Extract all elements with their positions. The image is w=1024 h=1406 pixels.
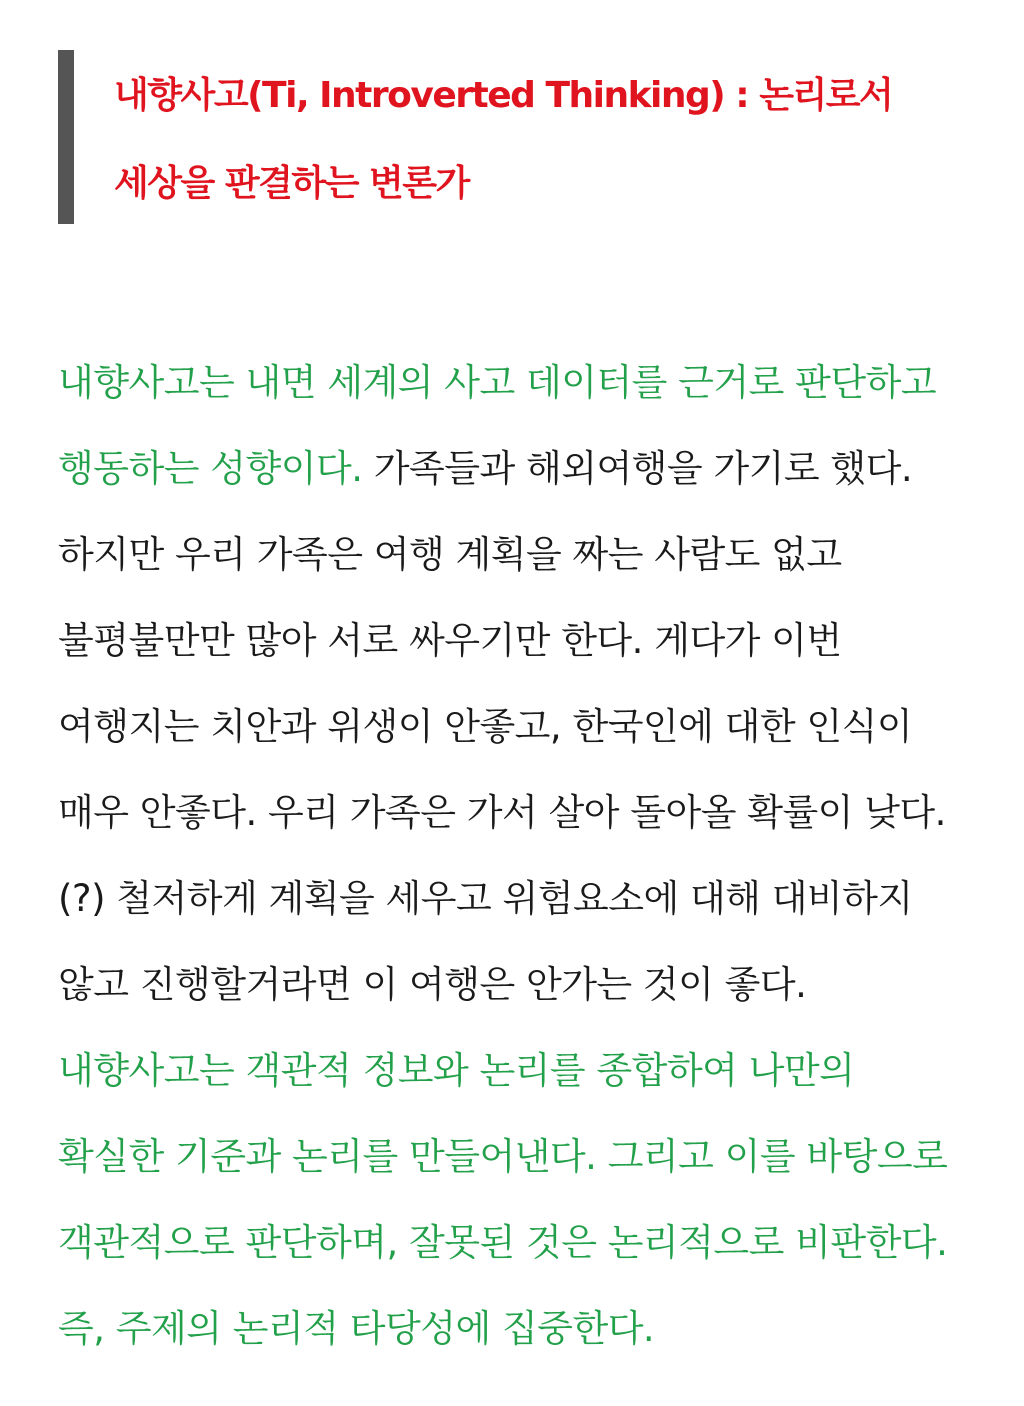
body-paragraph bbox=[58, 340, 970, 1372]
section-heading-block bbox=[58, 50, 958, 224]
section-heading: 내향사고(Ti, Introverted Thinking) : 논리로서 세상을 판결하는 변론가 bbox=[114, 75, 893, 204]
heading-accent-bar bbox=[58, 50, 74, 224]
highlighted-sentence: 내향사고는 객관적 정보와 논리를 종합하여 나만의 확실한 기준과 논리를 만들어낸다. 그리고 이를 바탕으로 객관적으로 판단하며, 잘못된 것은 논리적으로 비판한다. 즉, 주제의 논리적 타당성에 집중한다. bbox=[58, 1049, 948, 1350]
body-sentence: 가족들과 해외여행을 가기로 했다. 하지만 우리 가족은 여행 계획을 짜는 사람도 없고 불평불만만 많아 서로 싸우기만 한다. 게다가 이번 여행지는 치안과 위생이 안좋고, 한국인에 대한 인식이 매우 안좋다. 우리 가족은 가서 살아 돌아올 확률이 낮다.(?) 철저하게 계획을 세우고 위험요소에 대해 대비하지 않고 진행할거라면 이 여행은 안가는 것이 좋다. bbox=[58, 447, 946, 1006]
highlighted-sentence: 내향사고는 내면 세계의 사고 데이터를 근거로 판단하고 행동하는 성향이다. bbox=[58, 361, 937, 490]
